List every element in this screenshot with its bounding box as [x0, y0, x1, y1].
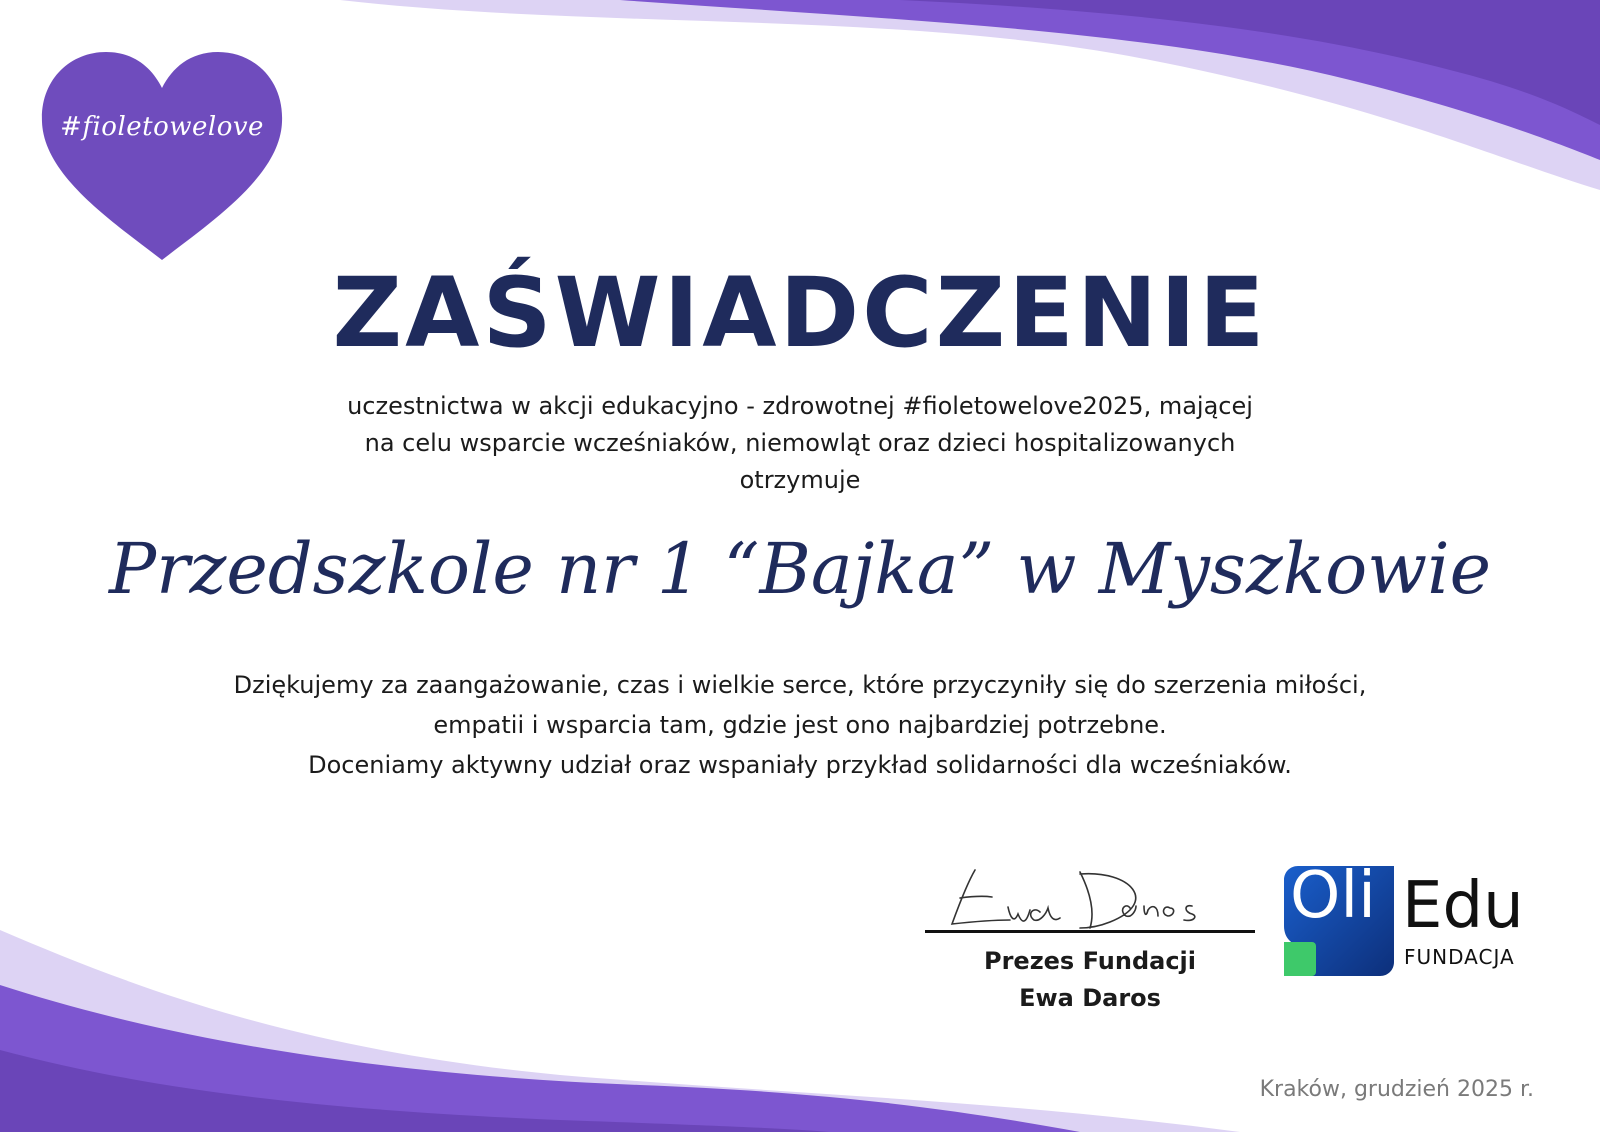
- handwritten-signature: [930, 862, 1260, 938]
- signatory-name: Ewa Daros: [1019, 984, 1161, 1012]
- subtitle-line: otrzymuje: [739, 466, 861, 494]
- place-and-date: Kraków, grudzień 2025 r.: [1259, 1077, 1534, 1102]
- hashtag-badge-text: #fioletowelove: [60, 112, 264, 142]
- signatory-role: Prezes Fundacji: [983, 947, 1196, 975]
- body-line: empatii i wsparcia tam, gdzie jest ono najbardziej potrzebne.: [433, 711, 1167, 739]
- body-line: Doceniamy aktywny udział oraz wspaniały przykład solidarności dla wcześniaków.: [308, 751, 1292, 779]
- certificate-title: ZAŚWIADCZENIE: [332, 257, 1268, 369]
- logo-subtitle: FUNDACJA: [1404, 945, 1515, 969]
- subtitle-line: uczestnictwa w akcji edukacyjno - zdrowotnej #fioletowelove2025, mającej: [347, 392, 1253, 420]
- signature-line: [925, 930, 1255, 933]
- recipient-name: Przedszkole nr 1 “Bajka” w Myszkowie: [108, 528, 1492, 610]
- logo-text-edu: Edu: [1402, 869, 1524, 943]
- subtitle-line: na celu wsparcie wcześniaków, niemowląt oraz dzieci hospitalizowanych: [364, 429, 1236, 457]
- body-line: Dziękujemy za zaangażowanie, czas i wielkie serce, które przyczyniły się do szerzenia miłości,: [233, 671, 1367, 699]
- heart-icon: [40, 50, 284, 264]
- logo-text-oli: Oli: [1290, 859, 1376, 933]
- certificate-subtitle: [200, 388, 1400, 499]
- certificate-body: [100, 665, 1500, 785]
